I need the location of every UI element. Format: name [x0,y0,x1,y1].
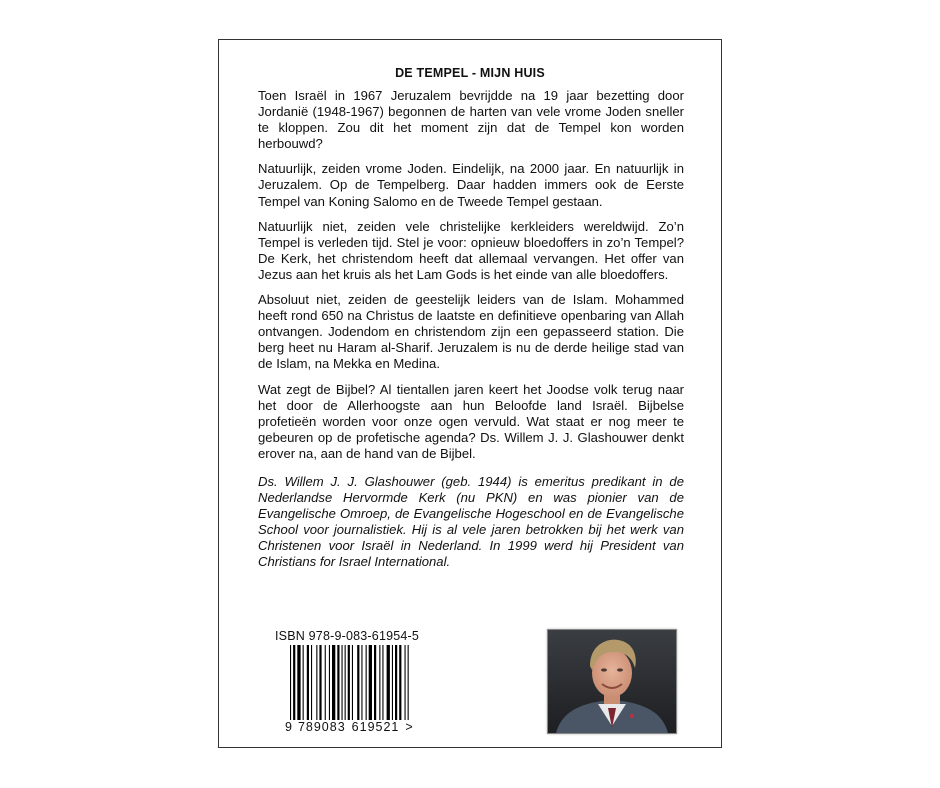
barcode-bar [408,645,409,731]
barcode-bar [374,645,376,721]
barcode-bar [395,645,397,721]
barcode-bar [316,645,317,721]
barcode-bar [382,645,383,721]
barcode-bars [290,645,424,731]
barcode-bar [329,645,330,721]
barcode-digits [285,720,425,734]
barcode-bar [369,645,372,721]
barcode-bar [325,645,326,721]
barcode-bar [379,645,380,721]
book-title: DE TEMPEL - MIJN HUIS [395,66,545,80]
barcode-bar [352,645,353,721]
blurb-paragraph-3: Natuurlijk niet, zeiden vele christelijke kerkleiders wereldwijd. Zo’n Tempel is verleden tijd. Stel je voor: opnieuw bloedoffers in zo’n Tempel? De Kerk, het christendom heeft dat allemaal vervangen. Het offer van Jezus aan het kruis als het Lam Gods is het einde van alle bloedoffers. [258,218,684,282]
barcode-bar [366,645,367,721]
isbn-label: ISBN 978-9-083-61954-5 [275,629,420,643]
barcode-right-digits: 619521 [351,720,400,734]
author-photo [547,629,677,734]
isbn-barcode [290,645,424,731]
book-back-cover [218,39,722,748]
barcode-bar [293,645,295,721]
barcode-bar [311,645,312,721]
barcode-bar [307,645,309,721]
blurb-paragraph-5: Wat zegt de Bijbel? Al tientallen jaren keert het Joodse volk terug naar het door de Allerhoogste aan hun Beloofde land Israël. Bijbelse profetieën worden voor onze ogen vervuld. Wat staat er nog meer te gebeuren op de profetische agenda? Ds. Willem J. J. Glashouwer denkt erover na, aan de hand van de Bijbel. [258,381,684,461]
barcode-bar [342,645,343,721]
barcode-bar [348,645,350,731]
blurb-text [258,88,684,580]
barcode-bar [337,645,339,721]
barcode-left-digits: 789083 [297,720,346,734]
blurb-paragraph-2: Natuurlijk, zeiden vrome Joden. Eindelijk, na 2000 jaar. En natuurlijk in Jeruzalem. Op de Tempelberg. Daar hadden immers ook de Eerste Tempel van Koning Salomo en de Tweede Tempel gestaan. [258,161,684,209]
author-bio: Ds. Willem J. J. Glashouwer (geb. 1944) is emeritus predikant in de Nederlandse Hervormde Kerk (nu PKN) en was pionier van de Evangelische Omroep, de Evangelische Hogeschool en de Evangelische School voor journalistiek. Hij is al vele jaren betrokken bij het werk van Christenen voor Israël in Nederland. In 1999 werd hij President van Christians for Israel International. [258,473,684,570]
barcode-bar [399,645,401,721]
barcode-bar [319,645,321,721]
barcode-bar [405,645,406,721]
barcode-bar [392,645,393,721]
barcode-bar [297,645,300,721]
barcode-bar [290,645,291,731]
blurb-paragraph-1: Toen Israël in 1967 Jeruzalem bevrijdde na 19 jaar bezetting door Jordanië (1948-1967) begonnen de harten van vele vrome Joden sneller te kloppen. Zou dit het moment zijn dat de Tempel kon worden herbouwd? [258,88,684,152]
barcode-bar [357,645,359,721]
barcode-bar [387,645,390,721]
barcode-bar [303,645,304,721]
barcode-bar [332,645,335,721]
barcode-marker: > [405,720,413,734]
author-portrait-image [548,630,676,733]
barcode-bar [361,645,362,721]
barcode-first-digit: 9 [285,720,292,734]
barcode-bar [345,645,346,721]
blurb-paragraph-4: Absoluut niet, zeiden de geestelijk leiders van de Islam. Mohammed heeft rond 650 na Christus de laatste en definitieve openbaring van Allah ontvangen. Jodendom en christendom zijn een gepasseerd station. Die berg heet nu Haram al-Sharif. Jeruzalem is nu de derde heilige stad van de Islam, na Mekka en Medina. [258,292,684,372]
